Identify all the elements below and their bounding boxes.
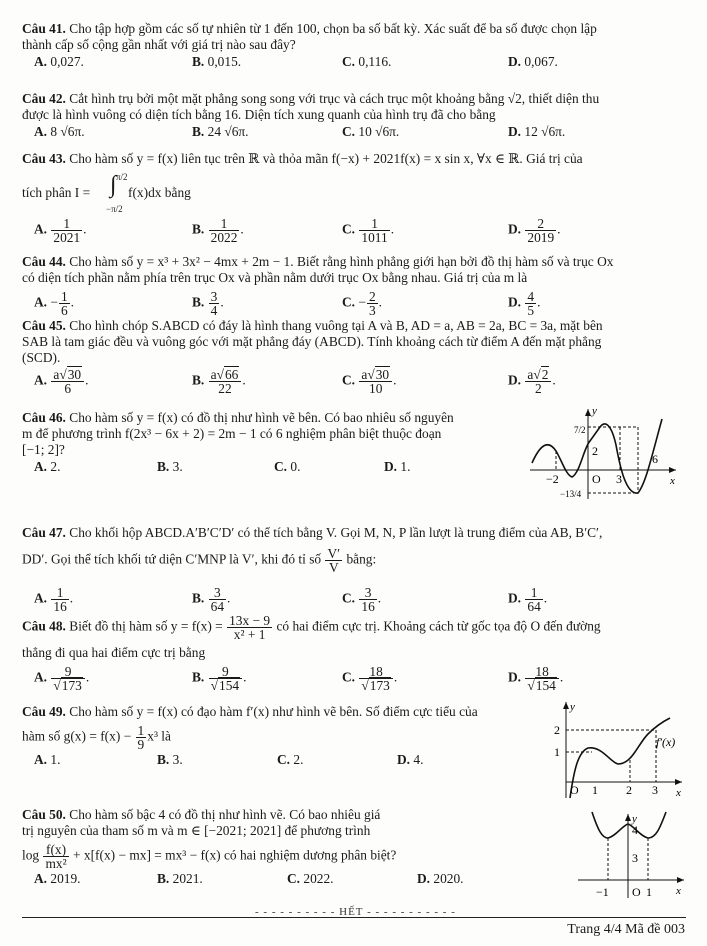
option-b[interactable]: B. $\frac{3}{64}$ . [192, 585, 231, 614]
option-a[interactable]: A. 1. [34, 752, 61, 767]
tick-label: 1 [592, 783, 598, 797]
x-label: x [676, 787, 681, 799]
y-label: y [570, 701, 575, 713]
y-label: y [592, 405, 597, 417]
tick-label: 1 [646, 885, 652, 899]
tick-label: 6 [652, 452, 658, 466]
y-axis-arrow-icon [563, 702, 569, 709]
question-47: Câu 47. Cho khối hộp ABCD.A′B′C′D′ có thể tích bằng V. Gọi M, N, P lần lượt là trung điểm của AB, B′C′, DD′. Gọi thể tích khối tứ diện C′MNP là V′, khi đó tỉ số $\frac{V'}{V}$ bằng: A. $\frac{1}{16}$ . B. $\frac{3}{64}$ . C. $\frac{3}{16}$ . D. $\frac{1}{64}$ . [22, 525, 603, 614]
tick-label: −2 [546, 472, 559, 486]
tick-label: 4 [632, 823, 638, 837]
question-50: Câu 50. Cho hàm số bậc 4 có đồ thị như hình vẽ. Có bao nhiêu giá trị nguyên của tham số m và m ∈ [−2021; 2021] để phương trình log $\frac{f(x)}{\text{mx²}}$ + x[f(x) − mx] = mx³ − f(x) có hai nghiệm dương phân biệt? A. 2019. B. 2021. C. 2022. D. 2020. [22, 807, 567, 887]
tick-label: −13/4 [560, 489, 582, 499]
log-prefix: log [22, 847, 40, 863]
option-d[interactable]: D. $\frac{18}{√154}$ . [508, 664, 564, 693]
quartic-curve [592, 812, 666, 838]
option-b[interactable]: B. $\frac{a√66}{22}$ . [192, 367, 246, 396]
option-b[interactable]: B. 3. [157, 752, 183, 767]
question-41 [22, 21, 686, 70]
graph-q50 [570, 808, 690, 903]
question-label: Câu 47. [22, 525, 66, 540]
x-axis-arrow-icon [677, 877, 684, 883]
option-a[interactable]: A. 0,027. [34, 54, 84, 69]
tick-label: O [632, 885, 641, 899]
option-b[interactable]: B. 24 √6π. [192, 124, 249, 139]
question-label: Câu 48. [22, 618, 66, 634]
question-label: Câu 41. [22, 21, 66, 36]
option-a[interactable]: A. 2019. [34, 871, 81, 886]
question-42 [22, 91, 686, 140]
option-a[interactable]: A. $\frac{1}{16}$ . [34, 585, 74, 614]
integral-prefix: tích phân I = [22, 185, 91, 200]
option-b[interactable]: B. $\frac{1}{2022}$ . [192, 216, 244, 245]
question-text-2: thẳng đi qua hai điểm cực trị bằng [22, 645, 206, 660]
question-label: Câu 45. [22, 318, 66, 333]
question-text: Biết đồ thị hàm số y = f(x) = [69, 618, 223, 634]
tick-label: 2 [626, 783, 632, 797]
question-label: Câu 43. [22, 151, 66, 166]
end-marker: - - - - - - - - - - HẾT - - - - - - - - - - - [255, 906, 456, 918]
question-46 [22, 410, 542, 475]
option-c[interactable]: C. 0. [274, 459, 301, 474]
option-d[interactable]: D. 1. [384, 459, 411, 474]
option-c[interactable]: C. 2022. [287, 871, 334, 886]
option-a[interactable]: A. 8 √6π. [34, 124, 85, 139]
x-axis-arrow-icon [675, 779, 682, 785]
option-c[interactable]: C. $\frac{18}{√173}$ . [342, 664, 398, 693]
option-c[interactable]: C. $\frac{a√30}{10}$ . [342, 367, 397, 396]
question-text-2: trị nguyên của tham số m và m ∈ [−2021; 2021] để phương trình [22, 823, 371, 838]
option-b[interactable]: B. 0,015. [192, 54, 242, 69]
question-text: Cắt hình trụ bởi một mặt phẳng song song với trục và cách trục một khoảng bằng √2, thiết diện thu [69, 91, 600, 106]
option-c[interactable]: C. − $\frac{2}{3}$ . [342, 289, 383, 318]
option-d[interactable]: D. $\frac{a√2}{2}$ . [508, 367, 556, 396]
page-number: Trang 4/4 Mã đề 003 [567, 922, 685, 937]
question-text: Cho hàm số bậc 4 có đồ thị như hình vẽ. Có bao nhiêu giá [69, 807, 381, 822]
tick-label: 3 [632, 851, 638, 865]
question-44 [22, 254, 686, 322]
question-label: Câu 42. [22, 91, 66, 106]
tick-label: 3 [616, 472, 622, 486]
question-text: Cho hình chóp S.ABCD có đáy là hình thang vuông tại A và B, AD = a, AB = 2a, BC = 3a, mặt bên [69, 318, 603, 333]
integral-sign: ∫ [110, 172, 117, 198]
question-text-3: (SCD). [22, 350, 61, 365]
option-b[interactable]: B. 2021. [157, 871, 203, 886]
option-d[interactable]: D. 2020. [417, 871, 464, 886]
footer-divider [22, 917, 686, 918]
option-b[interactable]: B. 3. [157, 459, 183, 474]
question-text-2: m để phương trình f(2x³ − 6x + 2) = 2m − 1 có 6 nghiệm phân biệt thuộc đoạn [22, 426, 442, 441]
graph-q46 [530, 405, 680, 501]
option-c[interactable]: C. 2. [277, 752, 304, 767]
question-text: Cho tập hợp gồm các số tự nhiên từ 1 đến 100, chọn ba số bất kỳ. Xác suất để ba số được chọn lập [69, 21, 597, 36]
tick-label: 3 [652, 783, 658, 797]
option-d[interactable]: D. 0,067. [508, 54, 558, 69]
option-d[interactable]: D. $\frac{4}{5}$ . [508, 289, 541, 318]
question-label: Câu 50. [22, 807, 66, 822]
option-b[interactable]: B. $\frac{9}{√154}$ . [192, 664, 247, 693]
integral-upper-bound: π/2 [116, 172, 128, 182]
question-text: Cho hàm số y = f(x) có đạo hàm f′(x) như hình vẽ bên. Số điểm cực tiểu của [69, 704, 478, 719]
question-text: Cho hàm số y = f(x) có đồ thị như hình vẽ bên. Có bao nhiêu số nguyên [69, 410, 454, 425]
question-text-2: thành cấp số cộng gần nhất với giá trị nào sau đây? [22, 37, 296, 52]
option-c[interactable]: C. 10 √6π. [342, 124, 400, 139]
option-d[interactable]: D. $\frac{2}{2019}$ . [508, 216, 561, 245]
option-d[interactable]: D. 4. [397, 752, 424, 767]
curve-label: f′(x) [656, 735, 676, 749]
question-text: Cho khối hộp ABCD.A′B′C′D′ có thể tích bằng V. Gọi M, N, P lần lượt là trung điểm của AB, B′C′, [69, 525, 603, 540]
question-text-2: SAB là tam giác đều và vuông góc với mặt phẳng đáy (ABCD). Tính khoảng cách từ điểm A đến mặt phẳng [22, 334, 602, 349]
question-label: Câu 46. [22, 410, 66, 425]
question-text-3: [−1; 2]? [22, 442, 65, 457]
tick-label: −1 [596, 885, 609, 899]
option-d[interactable]: D. 12 √6π. [508, 124, 566, 139]
option-b[interactable]: B. $\frac{3}{4}$ . [192, 289, 224, 318]
question-text-2: được là hình vuông có diện tích bằng 16. Diện tích xung quanh của hình trụ đã cho bằng [22, 107, 496, 122]
option-a[interactable]: A. 2. [34, 459, 61, 474]
question-label: Câu 49. [22, 704, 66, 719]
integral-integrand: f(x)dx bằng [128, 185, 191, 200]
option-c[interactable]: C. 0,116. [342, 54, 392, 69]
tick-label: O [592, 472, 601, 486]
tick-label: O [570, 783, 579, 797]
graph-q49 [552, 700, 687, 800]
option-a[interactable]: A. $\frac{1}{2021}$ . [34, 216, 87, 245]
y-label: y [632, 813, 637, 825]
option-a[interactable]: A. − $\frac{1}{6}$ . [34, 289, 75, 318]
option-c[interactable]: C. $\frac{3}{16}$ . [342, 585, 382, 614]
option-d[interactable]: D. $\frac{1}{64}$ . [508, 585, 548, 614]
y-axis-arrow-icon [585, 409, 591, 416]
question-text-3: + x[f(x) − mx] = mx³ − f(x) có hai nghiệm dương phân biệt? [72, 847, 397, 863]
x-label: x [670, 475, 675, 487]
y-axis-arrow-icon [625, 814, 631, 821]
x-label: x [676, 885, 681, 897]
question-49: Câu 49. Cho hàm số y = f(x) có đạo hàm f′(x) như hình vẽ bên. Số điểm cực tiểu của hàm số g(x) = f(x) − $\frac{1}{9}$ x³ là A. 1. B. 3. C. 2. D. 4. [22, 704, 478, 767]
integral-lower-bound: −π/2 [106, 204, 123, 214]
question-label: Câu 44. [22, 254, 66, 269]
option-a[interactable]: A. $\frac{a√30}{6}$ . [34, 367, 89, 396]
question-text-2: có diện tích phần nằm phía trên trục Ox và phần nằm dưới trục Ox bằng nhau. Giá trị của m là [22, 270, 528, 285]
question-text-2: hàm số g(x) = f(x) − [22, 728, 132, 744]
option-a[interactable]: A. $\frac{9}{√173}$ . [34, 664, 90, 693]
question-48: Câu 48. Biết đồ thị hàm số y = f(x) = $\frac{13x - 9}{\text{x² + 1}}$ có hai điểm cực trị. Khoảng cách từ gốc tọa độ O đến đường thẳng đi qua hai điểm cực trị bằng A. $\frac{9}{√173}$ . B. $\frac{9}{√154}$ . C. $\frac{18}{√173}$ . D. $\frac{18}{√154}$ . [22, 614, 686, 701]
question-text: Cho hàm số y = f(x) liên tục trên ℝ và thỏa mãn f(−x) + 2021f(x) = x sin x, ∀x ∈ ℝ. Giá trị của [69, 151, 583, 166]
tick-label: 7/2 [574, 425, 586, 435]
tick-label: 2 [592, 444, 598, 458]
question-43 [22, 151, 686, 251]
question-text-2: DD′. Gọi thể tích khối tứ diện C′MNP là V′, khi đó tỉ số [22, 551, 322, 567]
tick-label: 2 [554, 723, 560, 737]
question-text: Cho hàm số y = x³ + 3x² − 4mx + 2m − 1. Biết rằng hình phẳng giới hạn bởi đồ thị hàm số và trục Ox [69, 254, 614, 269]
option-c[interactable]: C. $\frac{1}{1011}$ . [342, 216, 395, 245]
question-45 [22, 318, 686, 402]
x-axis-arrow-icon [669, 467, 676, 473]
tick-label: 1 [554, 745, 560, 759]
